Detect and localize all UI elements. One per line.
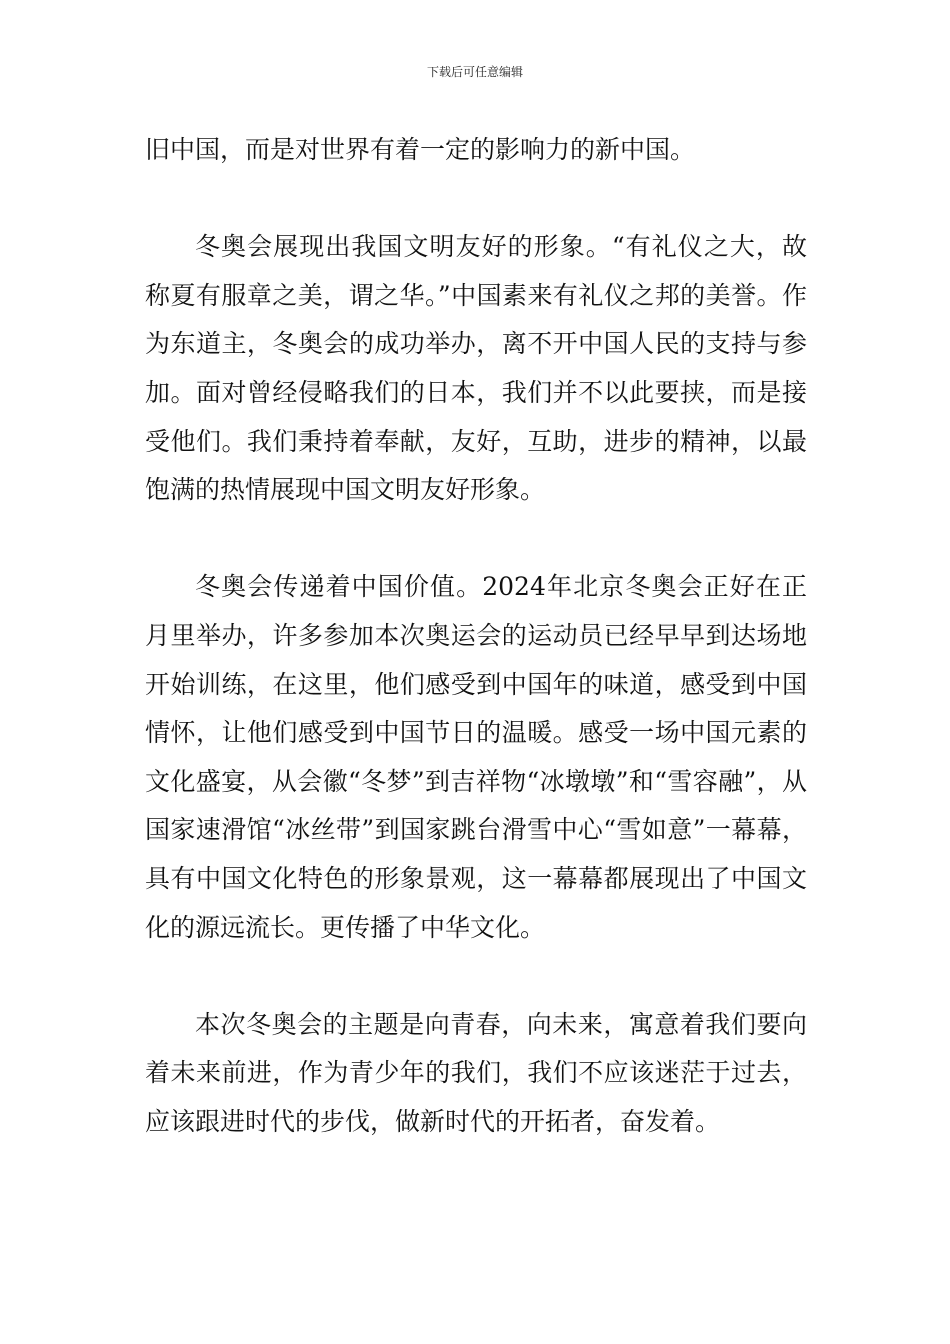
document-body [145,126,807,1195]
paragraph-civilized-image: 冬奥会展现出我国文明友好的形象。“有礼仪之大，故称夏有服章之美，谓之华。”中国素来有礼仪之邦的美誉。作为东道主，冬奥会的成功举办，离不开中国人民的支持与参加。面对曾经侵略我们的日本，我们并不以此要挟，而是接受他们。我们秉持着奉献，友好，互助，进步的精神，以最饱满的热情展现中国文明友好形象。 [145,232,807,505]
paragraph-continuation: 旧中国，而是对世界有着一定的影响力的新中国。 [145,135,696,164]
paragraph-theme-youth: 本次冬奥会的主题是向青春，向未来，寓意着我们要向着未来前进，作为青少年的我们，我们不应该迷茫于过去，应该跟进时代的步伐，做新时代的开拓者，奋发着。 [145,1009,807,1136]
paragraph-chinese-values: 冬奥会传递着中国价值。2024年北京冬奥会正好在正月里举办，许多参加本次奥运会的运动员已经早早到达场地开始训练，在这里，他们感受到中国年的味道，感受到中国情怀，让他们感受到中国节日的温暖。感受一场中国元素的文化盛宴，从会徽“冬梦”到吉祥物“冰墩墩”和“雪容融”，从国家速滑馆“冰丝带”到国家跳台滑雪中心“雪如意”一幕幕，具有中国文化特色的形象景观，这一幕幕都展现出了中国文化的源远流长。更传播了中华文化。 [145,572,807,942]
page-header: 下载后可任意编辑 [426,65,523,79]
